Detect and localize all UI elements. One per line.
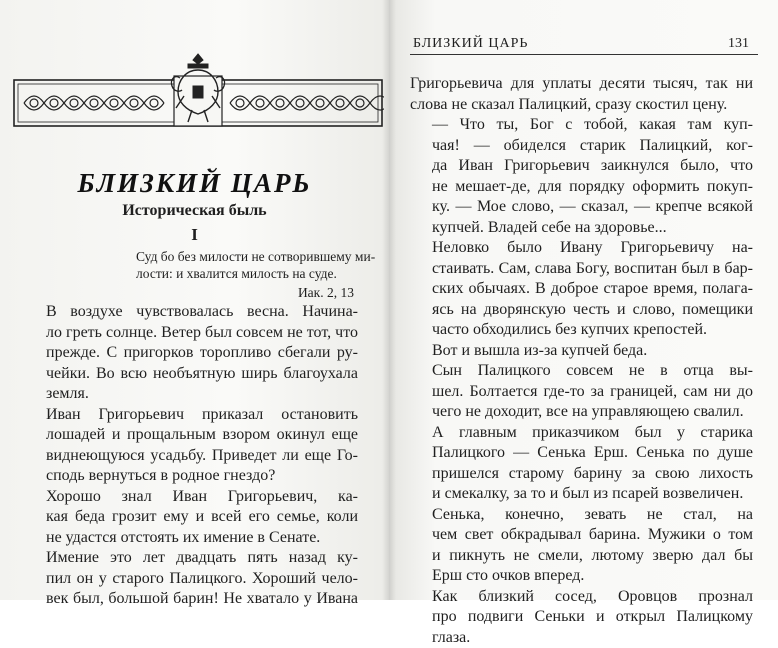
paragraph <box>24 487 358 549</box>
left-page <box>0 0 389 600</box>
text-line: да Иван Григорьевич заикнулся было, что <box>410 156 753 177</box>
text-line: виднеющуюся усадьбу. Приведет ли еще Го- <box>24 446 358 467</box>
text-line: и смекалку, за то и был из псарей возвеличен. <box>410 484 753 505</box>
text-line: глаза. <box>410 628 753 648</box>
book-gutter-shadow <box>382 0 396 600</box>
text-line: шел. Болтается где-то за границей, сам ни до <box>410 382 753 403</box>
text-line: ясь на дворянскую честь и слово, помещики <box>410 300 753 321</box>
chapter-number: I <box>0 225 389 245</box>
epigraph <box>136 248 354 282</box>
paragraph <box>24 548 358 610</box>
floral-ornament-frieze <box>12 50 384 130</box>
text-line: кая беда грозит ему и всей его семье, коли <box>24 507 358 528</box>
text-line: прежде. С пригорков торопливо сбегали ру- <box>24 343 358 364</box>
text-line: земля. <box>24 384 358 405</box>
text-line: ку. — Мое слово, — сказал, — крепче всякой <box>410 197 753 218</box>
paragraph <box>410 361 753 423</box>
paragraph <box>410 74 753 115</box>
text-line: не удастся отстоять их имение в Сенате. <box>24 528 358 549</box>
text-line: ло греть солнце. Ветер был совсем не тот, что <box>24 323 358 344</box>
text-line: лошадей и прощальным взором окинул еще <box>24 425 358 446</box>
left-body-text <box>24 302 358 610</box>
chapter-title: БЛИЗКИЙ ЦАРЬ <box>0 168 389 199</box>
paragraph <box>410 423 753 505</box>
text-line: век был, большой барин! Не хватало у Ивана <box>24 589 358 610</box>
text-line: чего не доходит, все на управляющею свалил. <box>410 402 753 423</box>
chapter-subtitle: Историческая быль <box>0 202 389 220</box>
text-line: А главным приказчиком был у старика <box>410 423 753 444</box>
page-number: 131 <box>728 36 749 52</box>
text-line: сподь вернуться в родное гнездо? <box>24 466 358 487</box>
right-body-text <box>410 74 753 648</box>
paragraph <box>410 115 753 238</box>
text-line: Ерш сто очков вперед. <box>410 566 753 587</box>
text-line: Иван Григорьевич приказал остановить <box>24 405 358 426</box>
paragraph <box>410 505 753 587</box>
text-line: чая! — обиделся старик Палицкий, ког- <box>410 136 753 157</box>
text-line: не мешает-де, для порядку оформить покуп- <box>410 177 753 198</box>
text-line: В воздухе чувствовалась весна. Начина- <box>24 302 358 323</box>
text-line: Как близкий сосед, Оровцов прознал <box>410 587 753 608</box>
text-line: часто обходились без купчих крепостей. <box>410 320 753 341</box>
epigraph-reference: Иак. 2, 13 <box>136 284 354 301</box>
paragraph <box>410 341 753 362</box>
text-line: слова не сказал Палицкий, сразу скостил цену. <box>410 95 753 116</box>
text-line: чейки. Во всю необъятную ширь благоухала <box>24 364 358 385</box>
text-line: пришелся старому барину за свою лихость <box>410 464 753 485</box>
running-head: БЛИЗКИЙ ЦАРЬ <box>413 36 528 52</box>
epigraph-line: Суд бо без милости не сотворившему ми- <box>136 248 354 265</box>
paragraph <box>410 238 753 341</box>
text-line: Неловко было Ивану Григорьевичу на- <box>410 238 753 259</box>
paragraph <box>24 405 358 487</box>
double-headed-eagle-crest-icon <box>171 54 224 126</box>
text-line: Имение это лет двадцать пять назад ку- <box>24 548 358 569</box>
text-line: пил он у старого Палицкого. Хороший чело- <box>24 569 358 590</box>
paragraph <box>24 302 358 405</box>
paragraph <box>410 587 753 648</box>
text-line: стаивать. Сам, слава Богу, воспитан был в бар- <box>410 259 753 280</box>
text-line: Сенька, конечно, зевать не стал, на <box>410 505 753 526</box>
text-line: купчей. Владей себе на здоровье... <box>410 218 753 239</box>
header-rule <box>410 54 758 55</box>
text-line: Григорьевича для уплаты десяти тысяч, так ни <box>410 74 753 95</box>
text-line: чем свет обкрадывал барина. Мужики о том <box>410 525 753 546</box>
text-line: Сын Палицкого совсем не в отца вы- <box>410 361 753 382</box>
text-line: Палицкого — Сенька Ерш. Сенька по душе <box>410 443 753 464</box>
text-line: Хорошо знал Иван Григорьевич, ка- <box>24 487 358 508</box>
text-line: про подвиги Сеньки и открыл Палицкому <box>410 607 753 628</box>
text-line: и пикнуть не смели, лютому зверю дал бы <box>410 546 753 567</box>
text-line: ских обычаях. В доброе старое время, полага- <box>410 279 753 300</box>
text-line: Вот и вышла из-за купчей беда. <box>410 341 753 362</box>
text-line: — Что ты, Бог с тобой, какая там куп- <box>410 115 753 136</box>
epigraph-line: лости: и хвалится милость на суде. <box>136 265 354 282</box>
